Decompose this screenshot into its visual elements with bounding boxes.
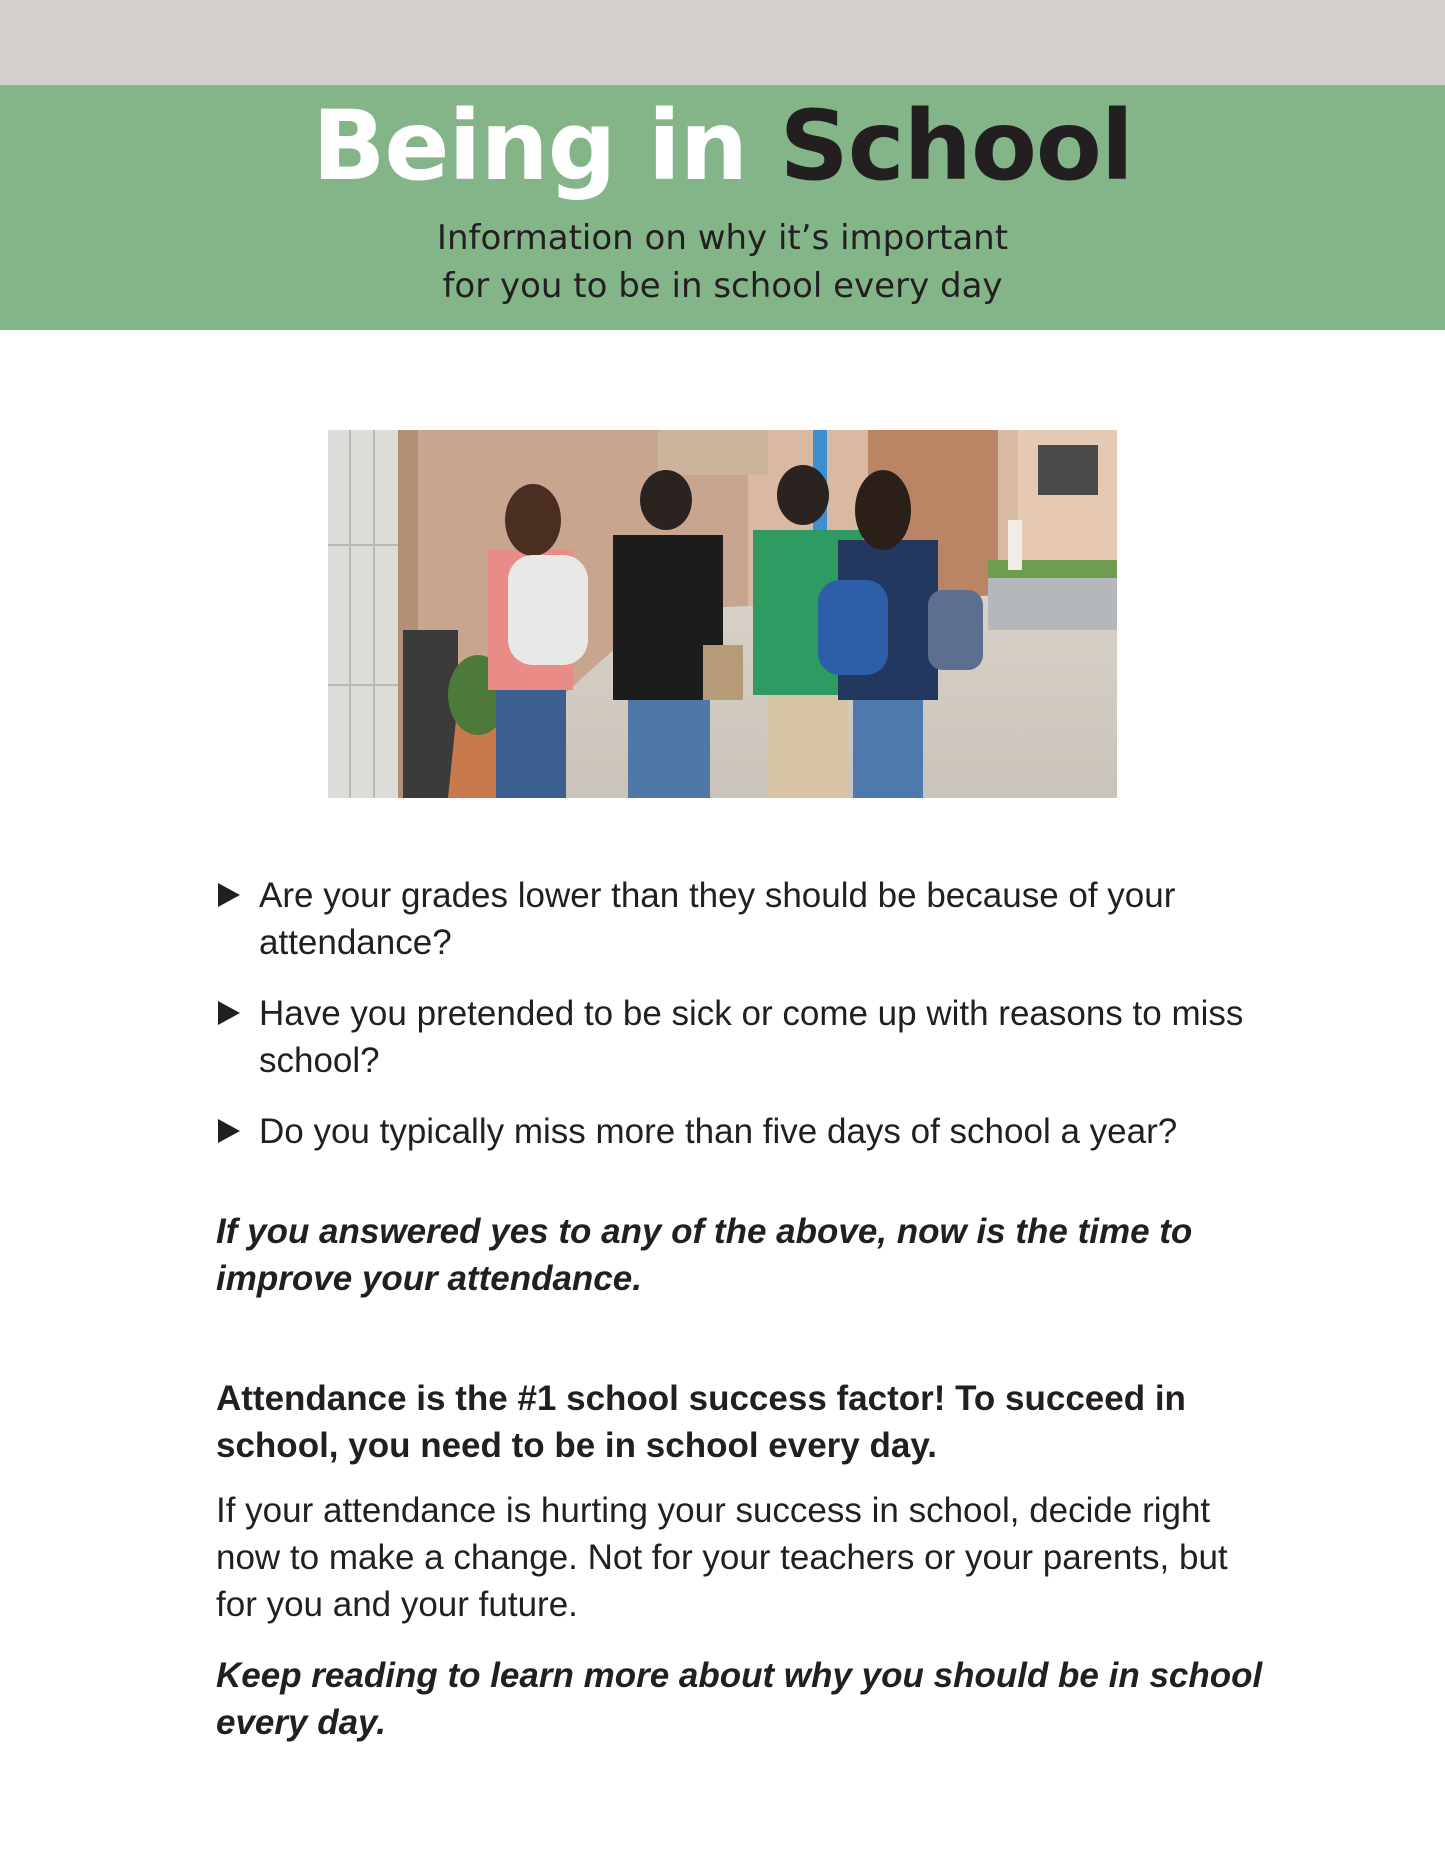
title-part-1: Being in [312,90,748,202]
question-item [216,872,1276,966]
question-text: Have you pretended to be sick or come up with reasons to miss school? [259,994,1244,1080]
page-subtitle [0,214,1445,310]
students-walking-photo [328,430,1117,798]
subtitle-line-1: Information on why it’s important [436,218,1009,258]
triangle-bullet-icon [218,1001,240,1025]
question-text: Do you typically miss more than five days of school a year? [259,1112,1178,1151]
title-part-2: School [779,90,1133,202]
callout-text: If you answered yes to any of the above, now is the time to improve your attendance. [216,1212,1193,1298]
page-title [0,92,1445,200]
question-text: Are your grades lower than they should be because of your attendance? [259,876,1176,962]
question-list [216,872,1276,1179]
subtitle-line-2: for you to be in school every day [442,266,1003,306]
triangle-bullet-icon [218,1119,240,1143]
question-item [216,990,1276,1084]
top-band [0,0,1445,85]
decide-paragraph: If your attendance is hurting your success in school, decide right now to make a change. Not for your teachers or your parents, but for you and your future. [216,1491,1228,1624]
question-item [216,1108,1276,1155]
success-factor-text: Attendance is the #1 school success factor! To succeed in school, you need to be in school every day. [216,1379,1186,1465]
triangle-bullet-icon [218,883,240,907]
keep-reading-text: Keep reading to learn more about why you should be in school every day. [216,1656,1263,1742]
